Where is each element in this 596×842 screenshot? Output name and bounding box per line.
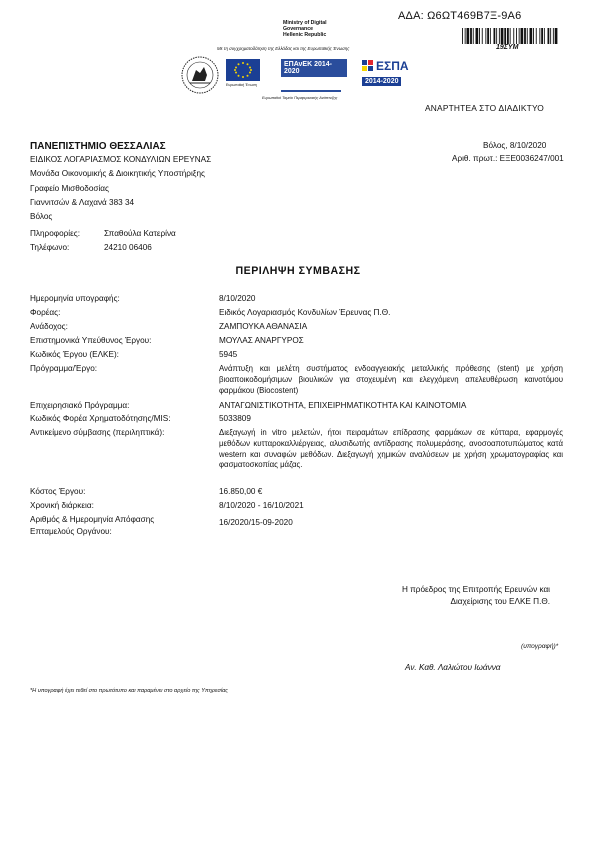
row-value: 8/10/2020 bbox=[219, 294, 256, 303]
phone-value: 24210 06406 bbox=[104, 243, 152, 252]
signature-footnote: *Η υπογραφή έχει τεθεί στο πρωτότυπο και παραμένει στο αρχείο της Υπηρεσίας bbox=[30, 688, 228, 694]
info-label: Πληροφορίες: bbox=[30, 229, 80, 238]
row-label: Κωδικός Φορέα Χρηματοδότησης/MIS: bbox=[30, 414, 171, 423]
info-value: Σπαθούλα Κατερίνα bbox=[104, 229, 176, 238]
ada-code: ΑΔΑ: Ω6ΩΤ469Β7Ξ-9Α6 bbox=[398, 10, 522, 22]
row-label: Ημερομηνία υπογραφής: bbox=[30, 294, 120, 303]
org-line-2: Μονάδα Οικονομικής & Διοικητικής Υποστήριξης bbox=[30, 169, 205, 178]
eu-flag-icon bbox=[226, 59, 260, 81]
posted-online-note: ΑΝΑΡΤΗΤΕΑ ΣΤΟ ΔΙΑΔΙΚΤΥΟ bbox=[425, 103, 545, 113]
barcode-number: 19ΣΥΜ bbox=[496, 44, 519, 51]
row-value: ΜΟΥΛΑΣ ΑΝΑΡΓΥΡΟΣ bbox=[219, 336, 304, 345]
row-value: 16/2020/15-09-2020 bbox=[219, 518, 293, 527]
row-label: Επιχειρησιακό Πρόγραμμα: bbox=[30, 401, 130, 410]
university-seal-icon bbox=[180, 55, 220, 95]
row-label: Αντικείμενο σύμβασης (περιληπτικά): bbox=[30, 428, 165, 437]
row-value: 16.850,00 € bbox=[219, 487, 263, 496]
org-line-3: Γραφείο Μισθοδοσίας bbox=[30, 184, 109, 193]
phone-label: Τηλέφωνο: bbox=[30, 243, 70, 252]
barcode-icon bbox=[462, 28, 558, 44]
row-label: Κόστος Έργου: bbox=[30, 487, 86, 496]
row-label: Πρόγραμμα/Έργο: bbox=[30, 364, 98, 373]
university-name: ΠΑΝΕΠΙΣΤΗΜΙΟ ΘΕΣΣΑΛΙΑΣ bbox=[30, 141, 166, 152]
espa-logo: ΕΣΠΑ 2014-2020 bbox=[362, 59, 414, 91]
row-label: Κωδικός Έργου (ΕΛΚΕ): bbox=[30, 350, 119, 359]
row-value: Διεξαγωγή in vitro μελετών, ήτοι πειραμάτων επίδρασης φαρμάκων σε κύτταρα, εφαρμογές μεθόδων κυτταροκαλλιέργειας, αλυσιδωτής αντίδρασης πολυμεράσης, ανοσοαποτυπώματος κατά western και συναφών μεθόδων. Διεξαγωγή χημικών αναλύσεων με χρήση χρωματογραφίας και φασματοσκοπίας μάζας. bbox=[219, 428, 563, 470]
org-line-1: ΕΙΔΙΚΟΣ ΛΟΓΑΡΙΑΣΜΟΣ ΚΟΝΔΥΛΙΩΝ ΕΡΕΥΝΑΣ bbox=[30, 155, 212, 164]
row-label: Ανάδοχος: bbox=[30, 322, 68, 331]
cofinance-tagline: Με τη συγχρηματοδότηση της Ελλάδας και της Ευρωπαϊκής Ένωσης bbox=[217, 46, 350, 51]
row-value: 5033809 bbox=[219, 414, 251, 423]
row-value: ΑΝΤΑΓΩΝΙΣΤΙΚΟΤΗΤΑ, ΕΠΙΧΕΙΡΗΜΑΤΙΚΟΤΗΤΑ ΚΑΙ ΚΑΙΝΟΤΟΜΙΑ bbox=[219, 401, 467, 410]
row-value: ΖΑΜΠΟΥΚΑ ΑΘΑΝΑΣΙΑ bbox=[219, 322, 308, 331]
row-value: 8/10/2020 - 16/10/2021 bbox=[219, 501, 304, 510]
row-value: 5945 bbox=[219, 350, 238, 359]
signature-label: (υπογραφή)* bbox=[521, 643, 559, 650]
document-title: ΠΕΡΙΛΗΨΗ ΣΥΜΒΑΣΗΣ bbox=[235, 265, 361, 277]
row-label: Φορέας: bbox=[30, 308, 61, 317]
row-label-continued: Επταμελούς Οργάνου: bbox=[30, 527, 112, 536]
document-date: Βόλος, 8/10/2020 bbox=[483, 141, 547, 150]
row-value: Ανάπτυξη και μελέτη συστήματος ενδοαγγειακής μεταλλικής πρόθεσης (stent) με χρήση βιοαποικοδομήσιμων βιουλικών για στοχευμένη και ελεγχόμενη απελευθέρωση καινοτόμου φαρμάκου (Biocostent) bbox=[219, 364, 563, 395]
signatory-role: Η πρόεδρος της Επιτροπής Ερευνών και Διαχείρισης του ΕΛΚΕ Π.Θ. bbox=[401, 585, 550, 606]
protocol-number: Αριθ. πρωτ.: ΕΞΕ0036247/001 bbox=[452, 154, 564, 163]
epanek-logo: ΕΠΑνΕΚ 2014-2020 bbox=[281, 59, 347, 91]
row-label: Επιστημονικά Υπεύθυνος Έργου: bbox=[30, 336, 152, 345]
ministry-name: Ministry of Digital Governance Hellenic Republic bbox=[283, 20, 327, 38]
erdf-tagline: Ευρωπαϊκό Ταμείο Περιφερειακής Ανάπτυξης bbox=[262, 96, 338, 100]
row-value: Ειδικός Λογαριασμός Κονδυλίων Έρευνας Π.Θ. bbox=[219, 308, 391, 317]
espa-mark-icon bbox=[362, 60, 374, 72]
org-city: Βόλος bbox=[30, 212, 53, 221]
signatory-name: Αν. Καθ. Λαλιώτου Ιωάννα bbox=[405, 663, 501, 672]
row-label: Χρονική διάρκεια: bbox=[30, 501, 94, 510]
org-address: Γιαννιτσών & Λαχανά 383 34 bbox=[30, 198, 135, 207]
row-label: Αριθμός & Ημερομηνία Απόφασης bbox=[30, 515, 155, 524]
eu-caption: Ευρωπαϊκή Ένωση bbox=[226, 83, 257, 87]
